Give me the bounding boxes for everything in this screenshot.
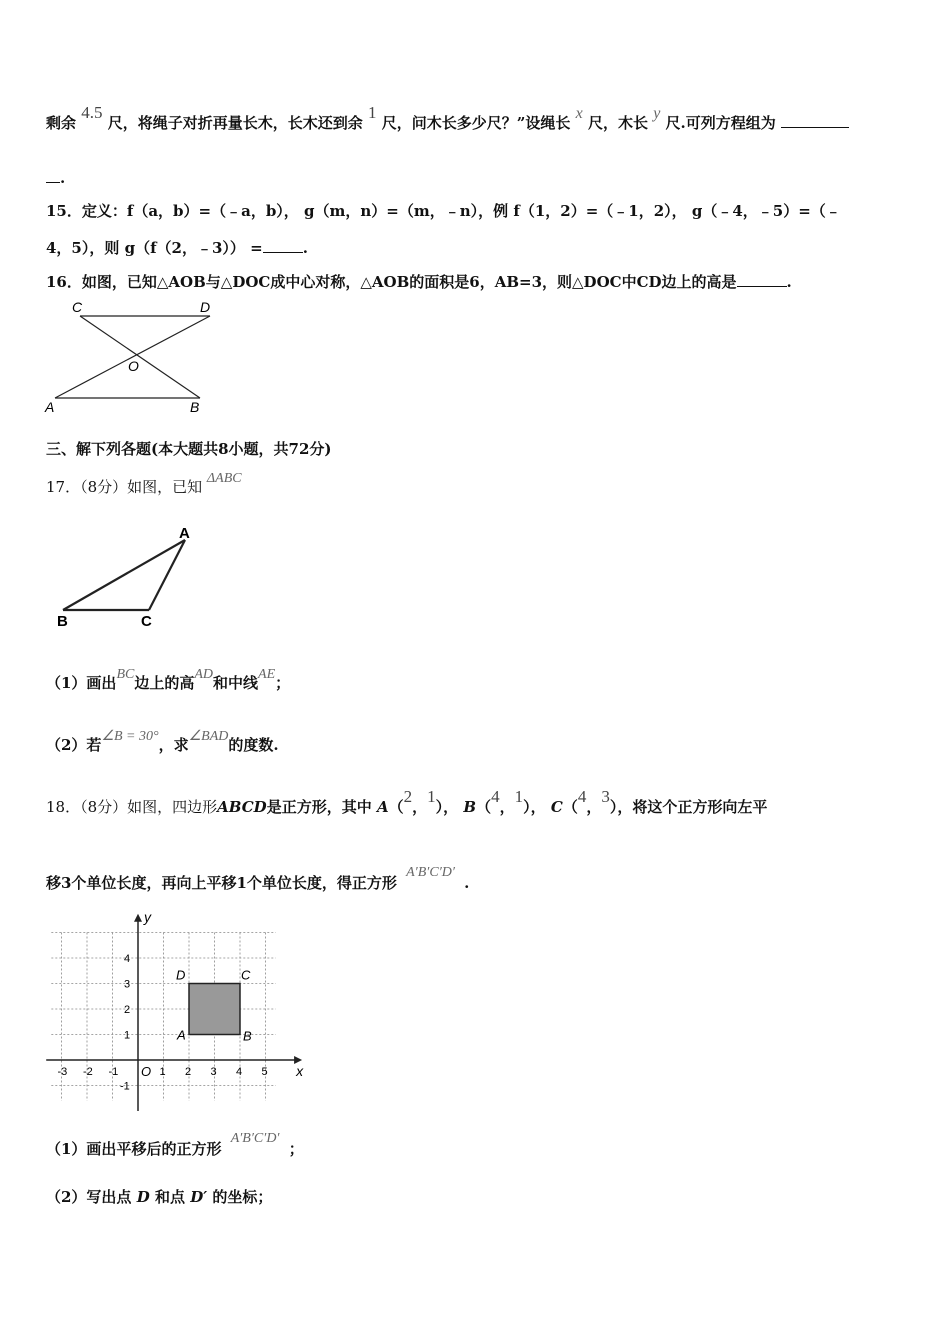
q16-figure	[40, 296, 230, 418]
q14-line-2: .	[46, 168, 65, 187]
x-tick-label: -3	[57, 1066, 68, 1078]
x-tick-label: 2	[185, 1066, 192, 1078]
label-B: B	[57, 613, 68, 630]
x-tick-label: -2	[83, 1066, 93, 1078]
math-y: y	[653, 105, 661, 122]
label-D: D	[176, 967, 186, 983]
segment-CB	[80, 316, 200, 398]
answer-blank	[263, 238, 303, 253]
label-O: O	[128, 358, 139, 374]
y-axis-label: y	[144, 908, 151, 925]
y-axis-arrow	[134, 914, 142, 922]
square-ABCD	[189, 984, 240, 1035]
y-tick-label: -1	[120, 1080, 130, 1093]
segment-DA	[55, 316, 210, 398]
x-tick-label: -1	[108, 1066, 119, 1078]
q17-head: 17．（8分）如图，已知 ΔABC	[46, 471, 242, 496]
y-tick-label: 3	[124, 978, 131, 991]
label-A: A	[177, 1027, 186, 1043]
y-tick-label: 1	[124, 1029, 131, 1042]
label-B: B	[190, 399, 200, 415]
q17-triangle-figure	[45, 520, 205, 632]
label-D: D	[200, 299, 211, 315]
q18-part2: （2）写出点 D 和点 D′ 的坐标；	[46, 1188, 273, 1206]
answer-blank	[781, 113, 849, 128]
q17-part1: （1）画出BC边上的高AD和中线AE；	[46, 667, 291, 692]
label-C: C	[141, 613, 152, 630]
section-3-title: 三、解下列各题(本大题共8小题，共72分)	[46, 440, 332, 458]
math-1: 1	[367, 103, 377, 122]
x-tick-label: 1	[159, 1066, 166, 1078]
x-tick-label: 5	[261, 1066, 268, 1078]
label-C: C	[72, 299, 83, 315]
y-tick-label: 2	[124, 1004, 131, 1016]
x-tick-label: 4	[236, 1066, 243, 1078]
origin-label: O	[141, 1064, 152, 1079]
q15-line-1: 15．定义：f（a，b）=（﹣a，b）， g（m，n）=（m，﹣n），例 f（1，2）=（﹣1，2）， g（﹣4，﹣5）=（﹣	[46, 202, 841, 220]
q16-text: 16．如图，已知△AOB与△DOC成中心对称，△AOB的面积是6，AB=3，则△DOC中CD边上的高是 .	[46, 273, 792, 291]
label-B: B	[243, 1028, 252, 1044]
math-triangle-abc: ΔABC	[206, 471, 242, 486]
q18-line-1: 18．（8分）如图，四边形ABCD是正方形，其中 A（2，1）， B（4，1）， C（4，3），将这个正方形向左平	[46, 787, 768, 816]
label-C: C	[241, 967, 251, 983]
x-tick-label: 3	[210, 1066, 217, 1078]
y-tick-label: 4	[124, 953, 131, 965]
math-x: x	[575, 105, 583, 122]
q17-part2: （2）若∠B = 30°，求∠BAD的度数.	[46, 729, 279, 754]
q18-line-2: 移3个单位长度，再向上平移1个单位长度，得正方形 A′B′C′D′ .	[46, 865, 470, 892]
q18-part1: （1）画出平移后的正方形 A′B′C′D′ ；	[46, 1131, 304, 1158]
math-4-5: 4.5	[81, 103, 103, 122]
label-A: A	[179, 525, 190, 542]
q14-line: 剩余 4.5 尺，将绳子对折再量长木，长木还到余 1 尺，问木长多少尺？”设绳长 x 尺，木长 y 尺.可列方程组为	[46, 112, 849, 133]
answer-blank	[737, 272, 787, 287]
q15-line-2: 4，5），则 g（f（2，﹣3）） = .	[46, 239, 308, 257]
x-axis-label: x	[296, 1063, 304, 1079]
label-A: A	[45, 399, 55, 415]
q18-coordinate-grid	[40, 908, 310, 1118]
answer-blank	[46, 168, 60, 183]
